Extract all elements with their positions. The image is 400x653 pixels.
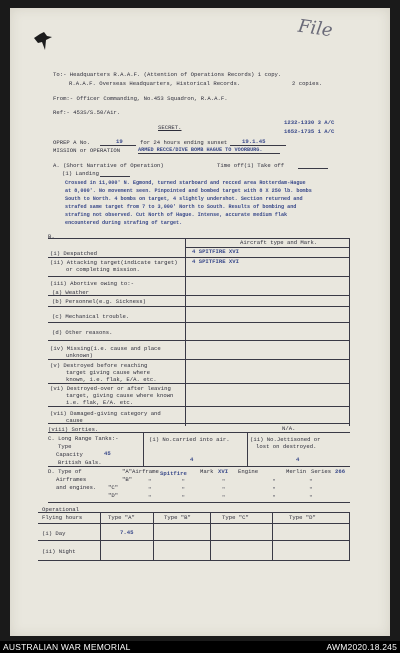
- aircraft-col-header: Aircraft type and Mark.: [240, 239, 318, 246]
- row-destroyed-before-2: target giving cause where: [66, 369, 150, 376]
- airframes-label: Airframes: [56, 476, 87, 483]
- ditto-row-b: " " " " ": [148, 478, 313, 485]
- footer-left-text: AUSTRALIAN WAR MEMORIAL: [3, 642, 131, 652]
- footer-bar: [0, 641, 400, 653]
- mission-label: MISSION or OPERATION: [53, 147, 121, 154]
- row-despatched: (i) Despatched: [50, 250, 97, 257]
- ditto-row-c: " " " " ": [148, 486, 313, 493]
- row-sorties: (viii) Sorties.: [48, 426, 99, 433]
- ditto-row-d: " " " " ": [148, 494, 313, 501]
- row-abortive: (iii) Abortive owing to:-: [50, 280, 134, 287]
- type-b: "B": [122, 476, 133, 483]
- handwritten-note: File: [296, 15, 334, 42]
- row-destroyed-before: (v) Destroyed before reaching: [50, 362, 148, 369]
- row-damaged-2: cause: [66, 417, 83, 424]
- narrative-line-5: strafing not observed. Cut North of Hague. Intense, accurate medium flak: [65, 212, 288, 218]
- british-label: British Gals.: [58, 459, 102, 466]
- from-line: From:- Officer Commanding, No.453 Squadron, R.A.A.F.: [53, 95, 228, 102]
- mark-label: Mark: [200, 468, 214, 475]
- engines-label: and engines.: [56, 484, 97, 491]
- time-off-label: Time off(1) Take off: [217, 162, 285, 169]
- type-a-header: Type "A": [108, 514, 135, 521]
- type-b-header: Type "B": [164, 514, 191, 521]
- series-label: Series: [311, 468, 332, 475]
- row-other: (d) Other reasons.: [52, 329, 113, 336]
- row-destroyed-over-3: i.e. flak, E/A. etc.: [66, 399, 134, 406]
- narrative-line-2: at 8,000'. No movement seen. Pinpointed and bombed target with 8 X 250 lb. bombs: [65, 188, 312, 194]
- ref-line: Ref:- 453S/S.50/Air.: [53, 109, 121, 116]
- c-label: C. Long Range Tanks:-: [48, 435, 119, 442]
- time-range-2: 1652-1735 1 A/C: [284, 128, 335, 135]
- narrative-line-3: South to North. 4 bombs on target, 4 slightly undershot. Section returned and: [65, 196, 303, 202]
- row-weather: (a) Weather: [52, 289, 89, 296]
- row-destroyed-over-2: target, giving cause where known: [66, 392, 174, 399]
- narrative-heading: A. (Short Narrative of Operation): [53, 162, 164, 169]
- oprep-label: OPREP A No.: [53, 139, 90, 146]
- engine-label: Engine: [238, 468, 259, 475]
- oprep-date: 19.1.45: [242, 138, 266, 145]
- na-value: N/A.: [282, 425, 296, 432]
- mission-value: ARMED RECCE/DIVE BOMB HAGUE TO VOORBURG.: [138, 147, 263, 153]
- to-line-1: To:- Headquarters R.A.A.F. (Attention of Operations Records) 1 copy.: [53, 71, 282, 78]
- time-range-1: 1232-1330 3 A/C: [284, 119, 335, 126]
- landing-label: (1) Landing: [62, 170, 99, 177]
- to-line-2: R.A.A.F. Overseas Headquarters, Historical Records.: [69, 80, 241, 87]
- type-d-header: Type "D": [289, 514, 316, 521]
- footer-right-text: AWM2020.18.245: [326, 642, 397, 652]
- airframe-label: Airframe: [132, 468, 159, 475]
- series-value: 266: [335, 468, 346, 475]
- d-label: D. Type of: [48, 468, 82, 475]
- carried-value: 4: [190, 456, 194, 463]
- flying-label: Flying hours: [42, 514, 83, 521]
- capacity-value: 45: [104, 450, 111, 457]
- row-missing-2: unknown): [66, 352, 93, 359]
- row-despatched-value: 4 SPITFIRE XVI: [192, 248, 239, 255]
- row-destroyed-before-3: known, i.e. flak, E/A. etc.: [66, 376, 157, 383]
- narrative-line-4: strafed same target from 7 to 3,000' North to South. Results of bombing and: [65, 204, 297, 210]
- day-label: (i) Day: [42, 530, 66, 537]
- type-a: "A": [122, 468, 133, 475]
- jettisoned-label: (ii) No.Jettisoned or: [250, 436, 321, 443]
- capacity-label: Capacity: [56, 451, 83, 458]
- type-c: "C": [108, 484, 119, 491]
- corner-clip-icon: [32, 30, 54, 52]
- day-value: 7.45: [120, 529, 134, 536]
- section-b-label: B.: [48, 233, 55, 240]
- row-missing: (iv) Missing(i.e. cause and place: [50, 345, 161, 352]
- row-personnel: (b) Personnel(e.g. Sickness): [52, 298, 146, 305]
- row-destroyed-over: (vi) Destroyed-over or after leaving: [50, 385, 171, 392]
- classification: SECRET.: [158, 124, 182, 131]
- airframe-value: Spitfire: [160, 470, 187, 477]
- jettisoned-value: 4: [296, 456, 300, 463]
- oprep-for-label: for 24 hours ending sunset: [140, 139, 228, 146]
- carried-label: (i) No.carried into air.: [149, 436, 230, 443]
- type-label: Type: [58, 443, 72, 450]
- mark-value: XVI: [218, 468, 229, 475]
- row-damaged: (vii) Damaged-giving category and: [50, 410, 161, 417]
- row-attacking-2: or completing mission.: [66, 266, 140, 273]
- oprep-number: 19: [116, 138, 123, 145]
- to-copies: 2 copies.: [292, 80, 323, 87]
- engine-value: Merlin: [286, 468, 307, 475]
- narrative-line-6: encountered during strafing of target.: [65, 220, 183, 226]
- ops-label: Operational: [42, 506, 79, 513]
- row-attacking: (ii) Attacking target(indicate target): [50, 259, 178, 266]
- row-mechanical: (c) Mechanical trouble.: [52, 313, 130, 320]
- type-c-header: Type "C": [222, 514, 249, 521]
- row-attacking-value: 4 SPITFIRE XVI: [192, 258, 239, 265]
- night-label: (ii) Night: [42, 548, 76, 555]
- type-d: "D": [108, 492, 119, 499]
- narrative-line-1: Crossed in 11,000' N. Egmond, turned starboard and recced area Rotterdam-Hague: [65, 180, 306, 186]
- jettisoned-label-2: lost on destroyed.: [256, 443, 317, 450]
